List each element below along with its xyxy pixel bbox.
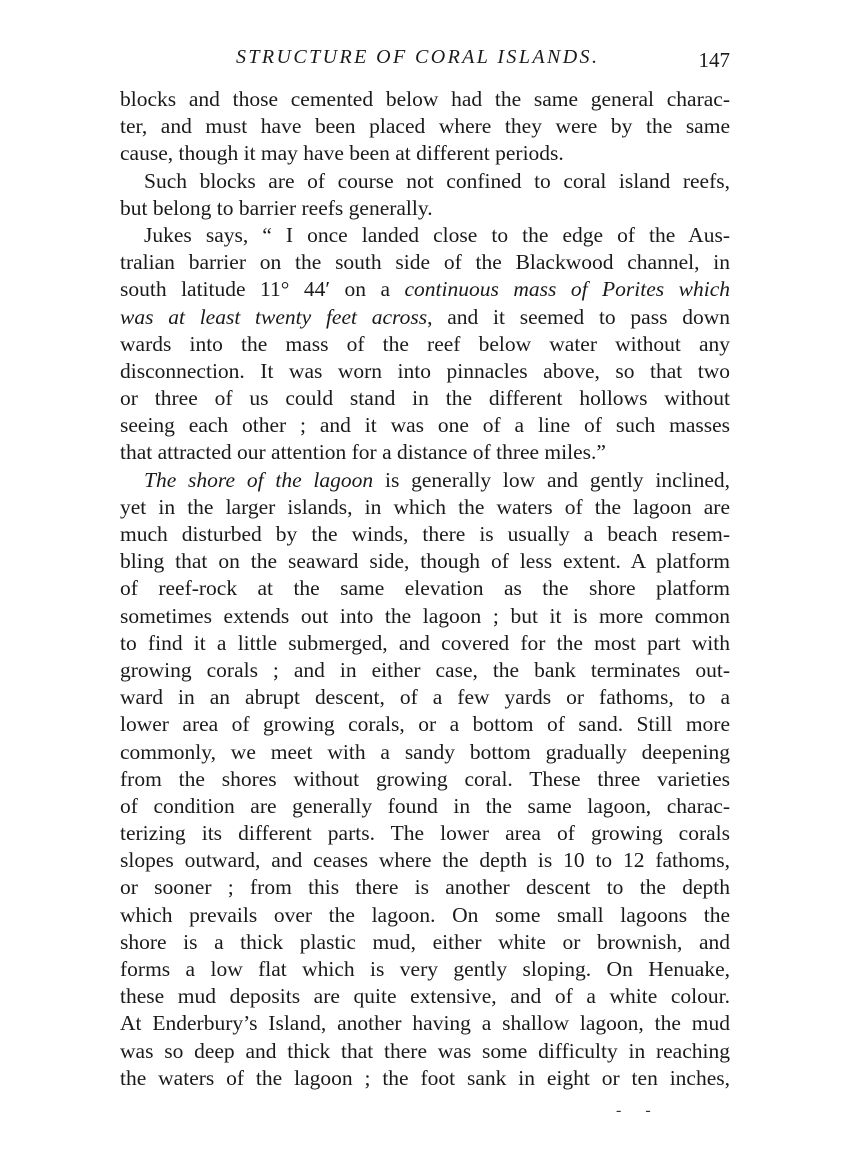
italic-phrase: The shore of the lagoon xyxy=(144,467,374,492)
text-line: bling that on the seaward side, though of less extent. A platform xyxy=(120,549,730,574)
text-line: that attracted our attention for a distance of three miles.” xyxy=(120,440,606,465)
text-line: of reef-rock at the same elevation as the shore platform xyxy=(120,576,730,601)
text-line: ter, and must have been placed where they were by the same xyxy=(120,114,730,139)
text-line: sometimes extends out into the lagoon ; but it is more common xyxy=(120,603,730,628)
text-line: Jukes says, “ I once landed close to the edge of the Aus- xyxy=(144,222,730,247)
text-line: which prevails over the lagoon. On some small lagoons the xyxy=(120,902,730,927)
text-line: Such blocks are of course not confined to coral island reefs, xyxy=(144,168,730,193)
text-line xyxy=(120,304,730,331)
text-line xyxy=(120,467,730,494)
text-line xyxy=(120,276,730,303)
text-line: growing corals ; and in either case, the bank terminates out- xyxy=(120,657,730,682)
text-line: lower area of growing corals, or a bottom of sand. Still more xyxy=(120,712,730,737)
text-line: terizing its different parts. The lower area of growing corals xyxy=(120,821,730,846)
text-line: the waters of the lagoon ; the foot sank in eight or ten inches, xyxy=(120,1065,730,1090)
text-line: shore is a thick plastic mud, either white or brownish, and xyxy=(120,929,730,954)
text-line: from the shores without growing coral. These three varieties xyxy=(120,766,730,791)
text-line: yet in the larger islands, in which the waters of the lagoon are xyxy=(120,494,730,519)
italic-phrase: was at least twenty feet across xyxy=(120,304,428,329)
italic-phrase: continuous mass of Porites which xyxy=(404,277,730,302)
text-line: these mud deposits are quite extensive, and of a white colour. xyxy=(120,984,730,1009)
text-fragment: south latitude 11° 44′ on a xyxy=(120,277,391,302)
running-title: STRUCTURE OF CORAL ISLANDS. xyxy=(236,46,600,68)
text-line: was so deep and thick that there was some difficulty in reaching xyxy=(120,1038,730,1063)
text-line: or sooner ; from this there is another descent to the depth xyxy=(120,875,730,900)
text-line: At Enderbury’s Island, another having a shallow lagoon, the mud xyxy=(120,1011,730,1036)
text-line: ward in an abrupt descent, of a few yards or fathoms, to a xyxy=(120,685,730,710)
text-line: much disturbed by the winds, there is usually a beach resem- xyxy=(120,522,730,546)
page-number: 147 xyxy=(698,48,730,72)
text-line: disconnection. It was worn into pinnacles above, so that two xyxy=(120,358,730,383)
text-line: or three of us could stand in the different hollows without xyxy=(120,386,730,411)
text-line: forms a low flat which is very gently sloping. On Henuake, xyxy=(120,957,730,981)
text-line: to find it a little submerged, and covered for the most part with xyxy=(120,630,730,655)
running-head xyxy=(120,46,730,76)
text-line: wards into the mass of the reef below water without any xyxy=(120,331,730,356)
body-text xyxy=(120,86,730,1092)
text-line: of condition are generally found in the same lagoon, charac- xyxy=(120,793,730,818)
text-fragment: , and it seemed to pass down xyxy=(427,304,730,329)
text-line: tralian barrier on the south side of the Blackwood channel, in xyxy=(120,250,730,275)
text-line: but belong to barrier reefs generally. xyxy=(120,195,433,220)
text-line: blocks and those cemented below had the same general charac- xyxy=(120,87,730,111)
text-line: seeing each other ; and it was one of a line of such masses xyxy=(120,413,730,438)
text-line: slopes outward, and ceases where the depth is 10 to 12 fathoms, xyxy=(120,848,730,873)
text-fragment: is generally low and gently inclined, xyxy=(373,467,730,492)
text-line: cause, though it may have been at different periods. xyxy=(120,141,564,166)
footer-mark: - - xyxy=(616,1102,661,1119)
text-line: commonly, we meet with a sandy bottom gradually deepening xyxy=(120,739,730,764)
